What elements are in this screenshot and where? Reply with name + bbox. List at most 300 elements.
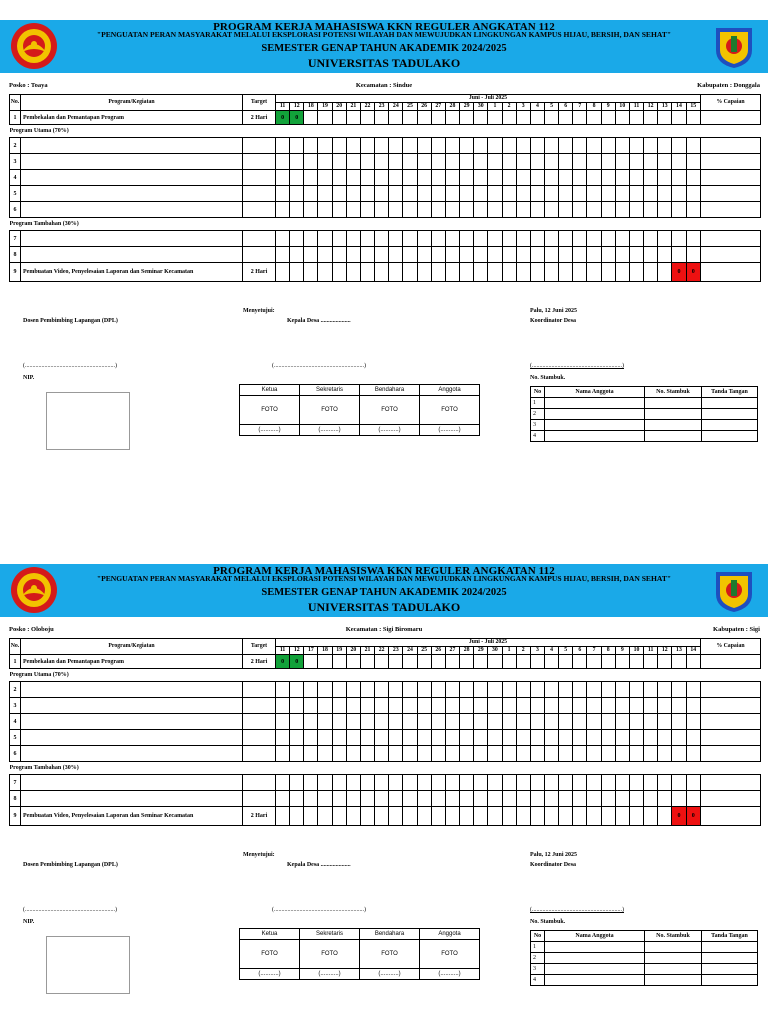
schedule-cell [587,186,601,202]
schedule-cell [304,730,318,746]
day-header: 25 [417,647,431,655]
schedule-cell [290,138,304,154]
schedule-cell [403,138,417,154]
schedule-cell [615,170,629,186]
schedule-cell [290,807,304,826]
photo-placeholder: FOTO [300,940,360,969]
target-days [243,698,276,714]
schedule-cell [658,263,672,282]
day-header: 18 [304,103,318,111]
capaian-cell [700,263,760,282]
schedule-cell [417,138,431,154]
schedule-cell [672,111,686,125]
schedule-cell [403,154,417,170]
schedule-cell [389,698,403,714]
schedule-cell [445,154,459,170]
capaian-cell [700,170,760,186]
member-number: 3 [531,964,545,975]
schedule-cell [573,746,587,762]
schedule-cell [332,791,346,807]
schedule-cell [318,263,332,282]
schedule-cell [474,730,488,746]
schedule-cell [644,170,658,186]
dpl-photo-box [46,936,130,994]
schedule-cell [672,138,686,154]
col-capaian-header: % Capaian [700,95,760,111]
schedule-cell [686,247,700,263]
schedule-cell [502,111,516,125]
schedule-cell [360,746,374,762]
village-head-signature-line: (............................................................) [272,363,366,369]
stambuk-label: No. Stambuk. [530,375,566,381]
schedule-cell [431,698,445,714]
schedule-cell [389,746,403,762]
schedule-cell [629,655,643,669]
schedule-cell [403,730,417,746]
schedule-cell [502,138,516,154]
schedule-cell [516,730,530,746]
schedule-cell [417,807,431,826]
schedule-cell [658,138,672,154]
schedule-cell [573,682,587,698]
schedule-cell [530,263,544,282]
member-stambuk-cell [645,398,702,409]
day-header: 8 [587,103,601,111]
schedule-cell [403,714,417,730]
schedule-cell [318,247,332,263]
program-name: Pembekalan dan Pemantapan Program [21,111,243,125]
schedule-cell [290,714,304,730]
schedule-cell [460,154,474,170]
schedule-cell [403,170,417,186]
schedule-cell [304,138,318,154]
schedule-cell [686,698,700,714]
members-col-stambuk: No. Stambuk [645,931,702,942]
day-header: 12 [290,647,304,655]
schedule-cell [460,714,474,730]
schedule-cell [403,698,417,714]
schedule-cell [332,714,346,730]
schedule-cell [474,231,488,247]
schedule-cell [686,746,700,762]
table-row [10,791,761,807]
row-number: 4 [10,714,21,730]
program-title: PROGRAM KERJA MAHASISWA KKN REGULER ANGKATAN 112 [213,565,555,577]
schedule-cell [445,730,459,746]
schedule-cell [658,714,672,730]
schedule-cell [474,682,488,698]
schedule-cell [516,775,530,791]
schedule-cell [658,775,672,791]
schedule-cell [304,746,318,762]
university-name: UNIVERSITAS TADULAKO [307,56,461,70]
schedule-cell [502,202,516,218]
schedule-cell [658,791,672,807]
schedule-cell [629,746,643,762]
photo-placeholder: FOTO [420,396,480,425]
schedule-cell [431,170,445,186]
schedule-cell [375,698,389,714]
schedule-cell [445,263,459,282]
schedule-cell [573,170,587,186]
schedule-cell [318,655,332,669]
schedule-cell [318,186,332,202]
schedule-cell [672,730,686,746]
capaian-cell [700,698,760,714]
schedule-cell [686,682,700,698]
approval-label: Menyetujui: [243,852,275,858]
schedule-cell [658,111,672,125]
schedule-cell [488,698,502,714]
schedule-cell [686,138,700,154]
program-name [21,247,243,263]
schedule-cell [502,730,516,746]
schedule-cell [276,730,290,746]
schedule-cell [658,154,672,170]
schedule-cell [559,714,573,730]
day-header: 27 [431,103,445,111]
capaian-cell [700,247,760,263]
schedule-cell [346,807,360,826]
schedule-cell [601,775,615,791]
schedule-cell [389,682,403,698]
schedule-cell [460,655,474,669]
schedule-cell [672,746,686,762]
schedule-cell [530,231,544,247]
schedule-cell [488,746,502,762]
team-role-ketua: Ketua [240,385,300,396]
day-header: 18 [318,647,332,655]
section-heading: Program Tambahan (30%) [9,765,79,771]
schedule-cell [474,807,488,826]
schedule-cell [460,791,474,807]
schedule-cell [403,807,417,826]
table-row [10,682,761,698]
program-name: Pembuatan Video, Penyelesaian Laporan dan Seminar Kecamatan [21,263,243,282]
day-header: 28 [445,103,459,111]
day-header: 23 [389,647,403,655]
schedule-cell [445,111,459,125]
schedule-cell [375,682,389,698]
schedule-cell [318,714,332,730]
row-number: 2 [10,138,21,154]
day-header: 1 [502,647,516,655]
schedule-cell [573,154,587,170]
schedule-cell [644,111,658,125]
schedule-cell [530,655,544,669]
schedule-cell [530,111,544,125]
target-days [243,714,276,730]
schedule-cell [360,791,374,807]
schedule-cell [658,746,672,762]
schedule-cell [686,170,700,186]
program-theme: "PENGUATAN PERAN MASYARAKAT MELALUI EKSPLORASI POTENSI WILAYAH DAN MEWUJUDKAN LINGKUNGAN KAMPUS HIJAU, BERSIH, DAN SEHAT" [96,30,672,39]
capaian-cell [700,775,760,791]
schedule-cell [516,263,530,282]
schedule-cell [544,263,558,282]
schedule-cell [629,170,643,186]
schedule-cell [502,746,516,762]
schedule-cell [502,154,516,170]
program-name [21,202,243,218]
schedule-cell [530,730,544,746]
schedule-cell [460,746,474,762]
day-header: 12 [644,103,658,111]
nip-label: NIP. [23,919,35,925]
schedule-cell [601,231,615,247]
schedule-cell [544,154,558,170]
schedule-cell [686,730,700,746]
posko-label: Posko : Oloboju [9,626,54,633]
schedule-cell [460,263,474,282]
schedule-cell [573,247,587,263]
target-days [243,186,276,202]
place-date: Palu, 12 Juni 2025 [530,852,578,858]
target-days: 2 Hari [243,655,276,669]
schedule-cell [304,807,318,826]
member-signature-cell [702,964,758,975]
target-days [243,138,276,154]
schedule-cell [502,775,516,791]
program-name [21,170,243,186]
capaian-cell [700,746,760,762]
schedule-cell [290,791,304,807]
schedule-cell [587,154,601,170]
kecamatan-label: Kecamatan : Sindue [355,82,413,89]
schedule-cell [488,170,502,186]
schedule-cell [290,746,304,762]
schedule-cell [573,202,587,218]
schedule-cell [629,682,643,698]
schedule-cell [601,170,615,186]
schedule-cell [332,698,346,714]
schedule-cell [686,186,700,202]
schedule-cell [530,154,544,170]
schedule-cell [573,655,587,669]
schedule-cell [445,746,459,762]
schedule-cell [474,791,488,807]
row-number: 7 [10,231,21,247]
schedule-cell [460,202,474,218]
schedule-cell [474,111,488,125]
schedule-cell [474,154,488,170]
month-header: Juni - Juli 2025 [276,639,701,647]
schedule-cell [615,791,629,807]
workplan-table [9,94,761,282]
members-table [530,386,758,442]
schedule-cell [629,775,643,791]
schedule-cell [360,682,374,698]
schedule-cell [290,730,304,746]
schedule-cell [290,202,304,218]
program-name [21,186,243,202]
schedule-cell [431,807,445,826]
dpl-signature-line: (............................................................) [23,363,117,369]
schedule-mark: 0 [290,111,304,125]
schedule-cell [403,111,417,125]
schedule-cell [629,111,643,125]
col-no-header: No. [10,95,21,111]
row-number: 1 [10,111,21,125]
schedule-cell [276,791,290,807]
schedule-cell [686,775,700,791]
schedule-cell [389,775,403,791]
schedule-cell [417,231,431,247]
day-header: 11 [629,103,643,111]
capaian-cell [700,138,760,154]
schedule-cell [474,138,488,154]
member-stambuk-cell [645,409,702,420]
schedule-cell [360,714,374,730]
schedule-cell [304,263,318,282]
table-row [10,138,761,154]
schedule-cell [290,682,304,698]
coordinator-signature-line: (............................................................) [530,363,624,369]
schedule-cell [332,682,346,698]
day-header: 14 [686,647,700,655]
day-header: 27 [445,647,459,655]
schedule-cell [460,186,474,202]
schedule-cell [502,231,516,247]
schedule-cell [559,170,573,186]
schedule-cell [375,202,389,218]
target-days [243,730,276,746]
program-name: Pembekalan dan Pemantapan Program [21,655,243,669]
member-number: 4 [531,975,545,986]
schedule-cell [332,170,346,186]
schedule-cell [488,682,502,698]
name-placeholder: (...........) [300,425,360,436]
day-header: 30 [488,647,502,655]
schedule-cell [559,746,573,762]
schedule-cell [488,111,502,125]
schedule-cell [332,202,346,218]
table-row [10,807,761,826]
schedule-cell [587,231,601,247]
schedule-cell [375,231,389,247]
schedule-cell [672,186,686,202]
schedule-cell [346,247,360,263]
schedule-cell [573,714,587,730]
schedule-cell [644,807,658,826]
schedule-cell [644,791,658,807]
schedule-cell [559,682,573,698]
schedule-cell [375,775,389,791]
day-header: 12 [658,647,672,655]
posko-label: Posko : Toaya [9,82,48,89]
schedule-cell [389,714,403,730]
schedule-cell [445,247,459,263]
member-name-cell [545,398,645,409]
day-header: 9 [601,103,615,111]
table-row [10,247,761,263]
schedule-cell [474,170,488,186]
target-days [243,202,276,218]
dpl-photo-box [46,392,130,450]
regional-logo-icon [710,22,758,70]
schedule-cell [488,655,502,669]
schedule-cell [686,714,700,730]
schedule-cell [544,138,558,154]
schedule-cell [644,655,658,669]
schedule-cell [601,730,615,746]
schedule-mark: 0 [276,655,290,669]
schedule-cell [559,202,573,218]
schedule-cell [445,775,459,791]
program-name [21,682,243,698]
schedule-cell [502,247,516,263]
schedule-cell [644,154,658,170]
schedule-cell [445,682,459,698]
schedule-cell [417,111,431,125]
schedule-cell [587,111,601,125]
schedule-cell [360,775,374,791]
capaian-cell [700,186,760,202]
schedule-cell [544,186,558,202]
schedule-cell [445,714,459,730]
schedule-cell [544,170,558,186]
capaian-cell [700,231,760,247]
schedule-cell [488,247,502,263]
schedule-cell [601,154,615,170]
schedule-cell [587,791,601,807]
schedule-cell [516,746,530,762]
schedule-cell [290,263,304,282]
member-name-cell [545,431,645,442]
schedule-cell [672,791,686,807]
schedule-cell [417,714,431,730]
schedule-cell [686,791,700,807]
schedule-cell [332,655,346,669]
member-number: 2 [531,953,545,964]
schedule-cell [431,655,445,669]
photo-placeholder: FOTO [360,940,420,969]
schedule-cell [360,263,374,282]
schedule-cell [290,247,304,263]
schedule-cell [417,655,431,669]
schedule-cell [332,730,346,746]
col-no-header: No. [10,639,21,655]
schedule-cell [318,730,332,746]
schedule-cell [629,202,643,218]
day-header: 20 [346,647,360,655]
village-head-label: Kepala Desa .................... [287,862,351,868]
row-number: 8 [10,247,21,263]
day-header: 20 [332,103,346,111]
schedule-cell [276,714,290,730]
schedule-cell [360,170,374,186]
member-name-cell [545,953,645,964]
schedule-cell [488,263,502,282]
schedule-cell [403,186,417,202]
schedule-cell [304,170,318,186]
schedule-cell [403,655,417,669]
schedule-cell [488,775,502,791]
schedule-cell [488,730,502,746]
member-number: 2 [531,409,545,420]
schedule-cell [502,655,516,669]
schedule-cell [686,154,700,170]
table-row [531,975,758,986]
schedule-cell [346,791,360,807]
schedule-cell [276,807,290,826]
team-role-sekretaris: Sekretaris [300,385,360,396]
schedule-cell [672,655,686,669]
name-placeholder: (...........) [420,425,480,436]
schedule-cell [332,746,346,762]
schedule-cell [516,682,530,698]
schedule-cell [615,698,629,714]
